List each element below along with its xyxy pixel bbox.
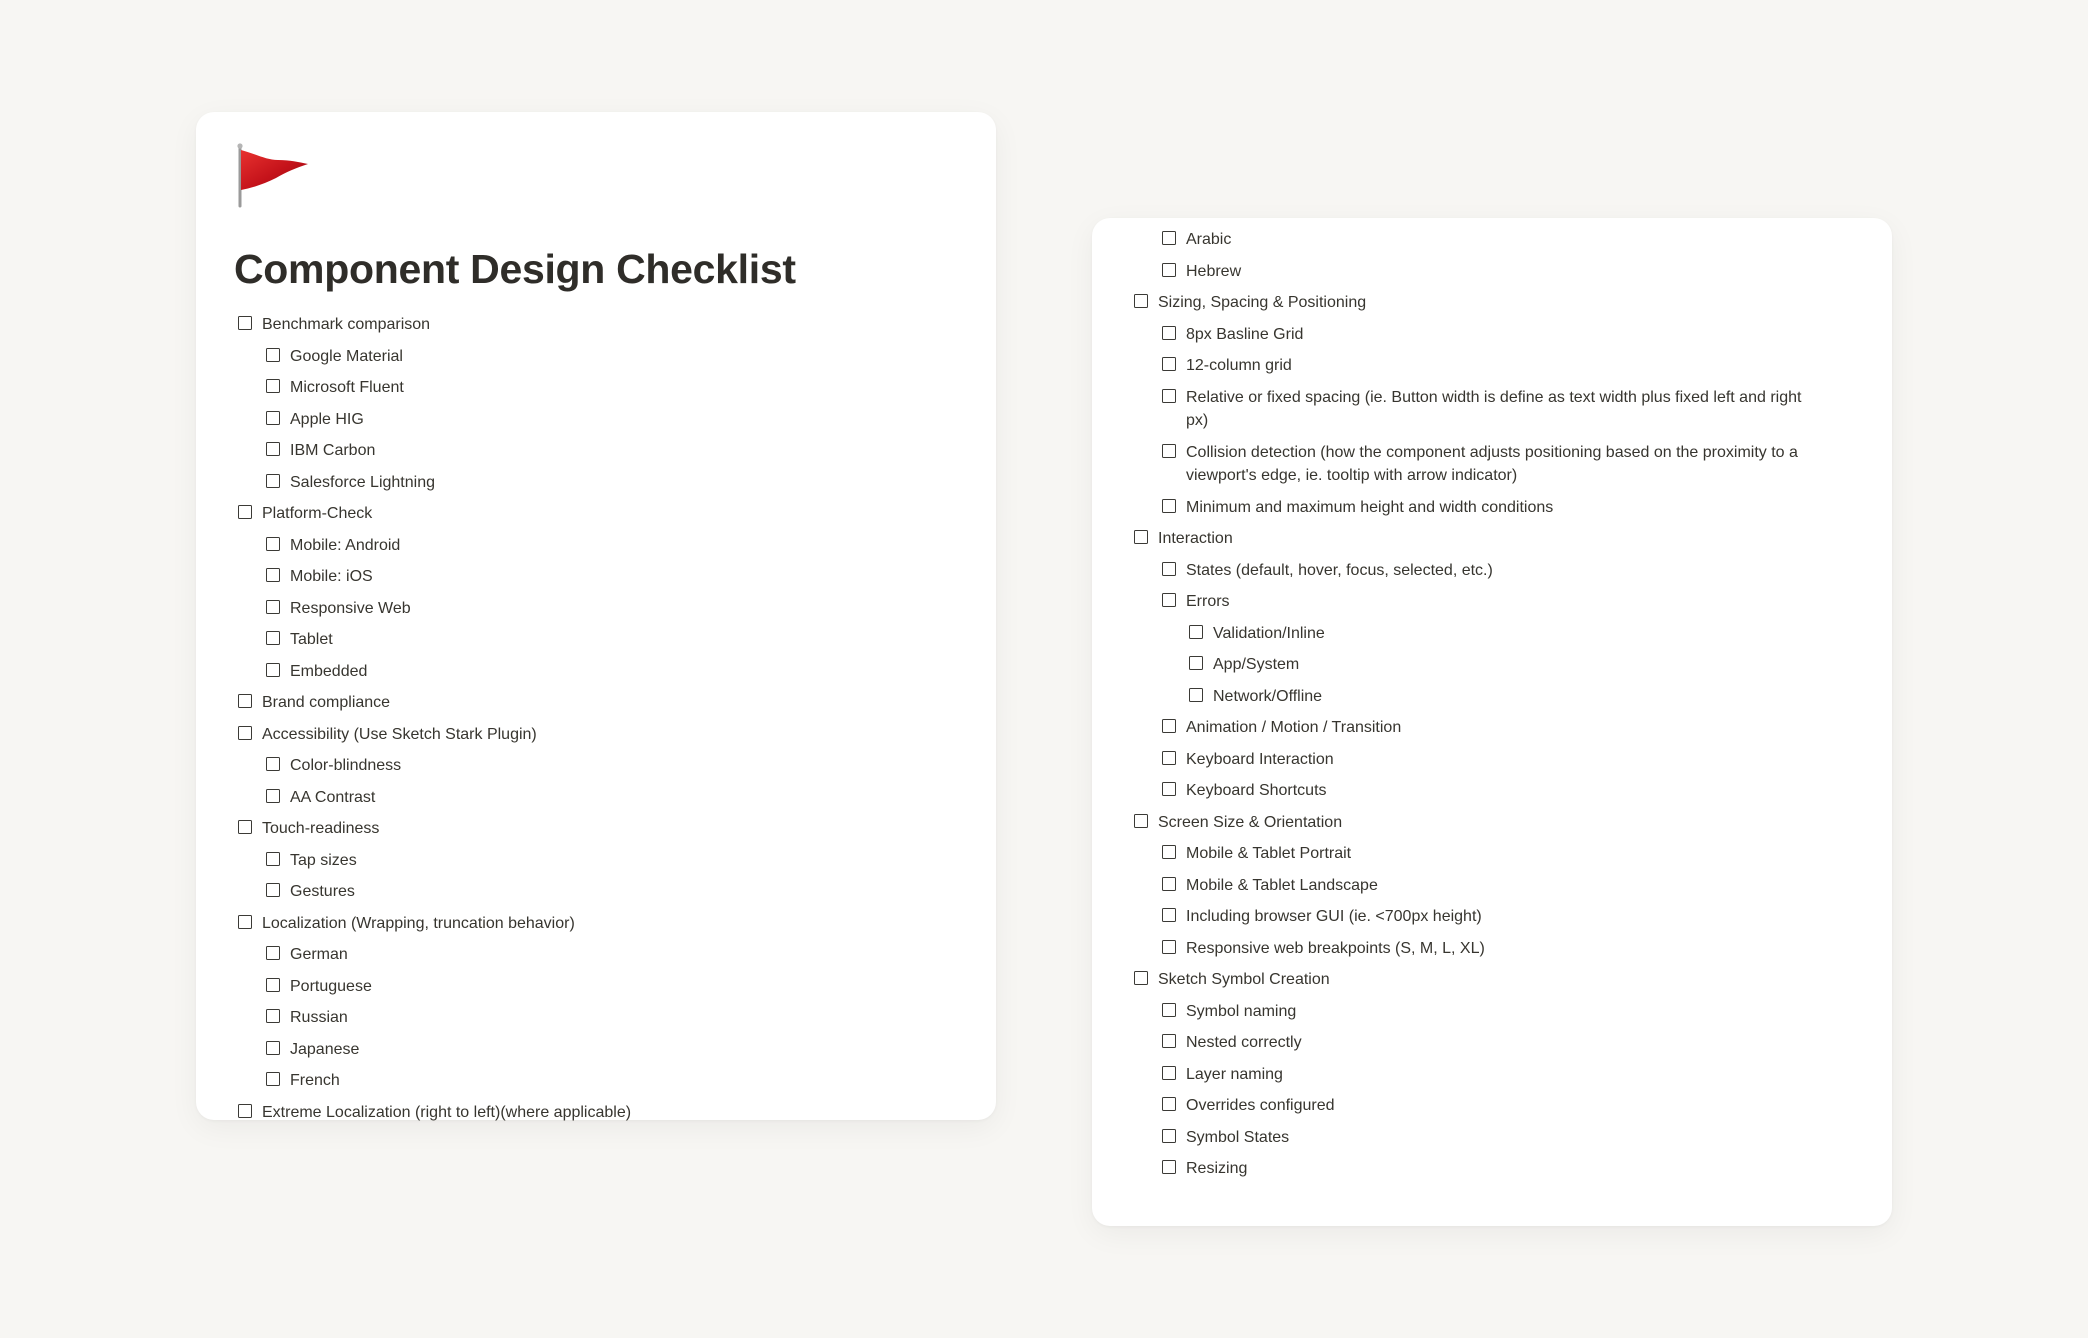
checkbox[interactable] <box>238 694 252 708</box>
checkbox[interactable] <box>266 757 280 771</box>
checklist-item <box>1092 555 1892 587</box>
checklist-item <box>1092 901 1892 933</box>
checklist-item-label[interactable]: Color-blindness <box>290 757 402 774</box>
checklist-item <box>1092 224 1892 256</box>
checklist-page-card-right <box>1092 218 1892 1226</box>
checkbox[interactable] <box>266 411 280 425</box>
checklist-item-label[interactable]: Hebrew <box>1186 262 1242 280</box>
checklist-item <box>196 908 996 940</box>
checklist-item-label[interactable]: Errors <box>1186 593 1230 610</box>
checklist-left <box>196 309 996 1128</box>
checklist-item <box>196 1034 996 1066</box>
checklist-item-label[interactable]: AA Contrast <box>290 788 376 806</box>
checklist-item-label[interactable]: Microsoft Fluent <box>290 379 404 396</box>
checkbox[interactable] <box>266 631 280 645</box>
checklist-item-label[interactable]: Mobile: Android <box>290 536 401 554</box>
checklist-item-label[interactable]: Touch-readiness <box>262 820 380 837</box>
checklist-item-label[interactable]: Keyboard Shortcuts <box>1186 782 1327 799</box>
checklist-item-label[interactable]: Benchmark comparison <box>262 316 431 333</box>
checkbox[interactable] <box>1162 1097 1176 1111</box>
checklist-item-label[interactable]: Resizing <box>1186 1160 1248 1177</box>
checklist-item-label[interactable]: Relative or fixed spacing (ie. Button width is define as text width plus fixed left and right px) <box>1186 388 1802 429</box>
checklist-item-label[interactable]: Portuguese <box>290 977 372 995</box>
checklist-item-label[interactable]: Japanese <box>290 1040 360 1058</box>
checklist-item <box>196 719 996 751</box>
checkbox[interactable] <box>266 348 280 362</box>
checklist-item-label[interactable]: Symbol States <box>1186 1128 1290 1146</box>
checklist-item <box>1092 1059 1892 1091</box>
checklist-item <box>1092 492 1892 524</box>
checklist-item-label[interactable]: German <box>290 946 348 963</box>
checklist-item-label[interactable]: Localization (Wrapping, truncation behavior) <box>262 914 575 932</box>
checkbox[interactable] <box>238 316 252 330</box>
checkbox[interactable] <box>266 978 280 992</box>
checklist-item-label[interactable]: Tablet <box>290 631 333 648</box>
checklist-item-label[interactable]: Google Material <box>290 347 403 365</box>
checklist-item <box>196 1097 996 1129</box>
checklist-item <box>1092 807 1892 839</box>
checkbox[interactable] <box>1162 782 1176 796</box>
checklist-item-label[interactable]: IBM Carbon <box>290 442 376 459</box>
checklist-item-label[interactable]: Mobile & Tablet Portrait <box>1186 845 1352 862</box>
checklist-item-label[interactable]: Sketch Symbol Creation <box>1158 971 1330 988</box>
checklist-item <box>1092 649 1892 681</box>
checkbox[interactable] <box>266 379 280 393</box>
checklist-item <box>196 876 996 908</box>
checklist-item <box>1092 618 1892 650</box>
checklist-item-label[interactable]: Apple HIG <box>290 410 364 428</box>
checkbox[interactable] <box>1162 326 1176 340</box>
checklist-item <box>196 530 996 562</box>
checkbox[interactable] <box>1162 908 1176 922</box>
checkbox[interactable] <box>1162 1003 1176 1017</box>
checkbox[interactable] <box>266 789 280 803</box>
checklist-item <box>1092 744 1892 776</box>
checklist-item-label[interactable]: Validation/Inline <box>1213 624 1325 642</box>
checklist-item-label[interactable]: App/System <box>1213 656 1300 673</box>
checkbox[interactable] <box>1162 845 1176 859</box>
red-flag-icon[interactable] <box>236 142 316 212</box>
checklist-right <box>1092 224 1892 1185</box>
checklist-item <box>196 813 996 845</box>
checklist-item-label[interactable]: Responsive web breakpoints (S, M, L, XL) <box>1186 939 1485 957</box>
checklist-item <box>196 498 996 530</box>
checkbox[interactable] <box>266 442 280 456</box>
checkbox[interactable] <box>1162 389 1176 403</box>
checkbox[interactable] <box>266 568 280 582</box>
checklist-item <box>1092 964 1892 996</box>
checklist-item <box>196 624 996 656</box>
checkbox[interactable] <box>238 1104 252 1118</box>
checklist-item-label[interactable]: Accessibility (Use Sketch Stark Plugin) <box>262 725 537 743</box>
checklist-item-label[interactable]: Minimum and maximum height and width conditions <box>1186 498 1554 516</box>
checkbox[interactable] <box>1162 1066 1176 1080</box>
checkbox[interactable] <box>266 537 280 551</box>
checklist-item-label[interactable]: Salesforce Lightning <box>290 473 435 491</box>
checklist-item <box>1092 319 1892 351</box>
checklist-item <box>1092 1027 1892 1059</box>
checklist-item-label[interactable]: Nested correctly <box>1186 1034 1302 1051</box>
checklist-item-label[interactable]: Symbol naming <box>1186 1002 1297 1020</box>
checklist-item <box>196 435 996 467</box>
checklist-item-label[interactable]: Brand compliance <box>262 694 391 711</box>
checkbox[interactable] <box>1162 751 1176 765</box>
checklist-item-label[interactable]: Russian <box>290 1009 348 1026</box>
checklist-item-label[interactable]: Network/Offline <box>1213 687 1323 705</box>
checklist-item <box>196 1065 996 1097</box>
checklist-item <box>196 467 996 499</box>
checkbox[interactable] <box>238 915 252 929</box>
checklist-item <box>196 687 996 719</box>
checkbox[interactable] <box>1162 1129 1176 1143</box>
checkbox[interactable] <box>266 1072 280 1086</box>
page-title: Component Design Checklist <box>234 246 796 292</box>
checkbox[interactable] <box>266 600 280 614</box>
checkbox[interactable] <box>1134 971 1148 985</box>
checklist-item <box>196 561 996 593</box>
checklist-item-label[interactable]: Gestures <box>290 883 355 900</box>
checklist-item <box>1092 287 1892 319</box>
checklist-item <box>1092 1122 1892 1154</box>
checklist-item <box>1092 681 1892 713</box>
checklist-page-card-left <box>196 112 996 1120</box>
checklist-item <box>196 782 996 814</box>
checklist-item <box>1092 350 1892 382</box>
checkbox[interactable] <box>266 474 280 488</box>
checklist-item <box>1092 586 1892 618</box>
checkbox[interactable] <box>266 663 280 677</box>
checklist-item <box>1092 256 1892 288</box>
checklist-item-label[interactable]: 8px Basline Grid <box>1186 325 1304 343</box>
checklist-item <box>196 1002 996 1034</box>
checklist-item-label[interactable]: Embedded <box>290 662 368 680</box>
checkbox[interactable] <box>238 726 252 740</box>
checklist-item <box>1092 523 1892 555</box>
checklist-item <box>196 939 996 971</box>
checklist-item <box>1092 933 1892 965</box>
checkbox[interactable] <box>1162 1034 1176 1048</box>
checklist-item <box>1092 712 1892 744</box>
checklist-item <box>1092 382 1892 437</box>
checklist-item-label[interactable]: Animation / Motion / Transition <box>1186 719 1402 736</box>
checklist-item <box>196 845 996 877</box>
checklist-item-label[interactable]: 12-column grid <box>1186 357 1292 374</box>
checklist-item-label[interactable]: Mobile & Tablet Landscape <box>1186 876 1378 894</box>
checklist-item <box>1092 870 1892 902</box>
checkbox[interactable] <box>1162 499 1176 513</box>
checkbox[interactable] <box>1162 231 1176 245</box>
checklist-item-label[interactable]: Arabic <box>1186 231 1232 248</box>
checkbox[interactable] <box>1162 940 1176 954</box>
checklist-item-label[interactable]: Collision detection (how the component adjusts positioning based on the proximity to a viewport's edge, ie. tooltip with arrow indicator) <box>1186 443 1798 484</box>
checklist-item-label[interactable]: Overrides configured <box>1186 1097 1335 1114</box>
checklist-item-label[interactable]: States (default, hover, focus, selected, etc.) <box>1186 561 1493 579</box>
checkbox[interactable] <box>1162 444 1176 458</box>
checkbox[interactable] <box>238 505 252 519</box>
checkbox[interactable] <box>1134 814 1148 828</box>
checklist-item <box>196 372 996 404</box>
checklist-item <box>1092 996 1892 1028</box>
checklist-item <box>1092 437 1892 492</box>
checklist-item <box>196 341 996 373</box>
checkbox[interactable] <box>266 1009 280 1023</box>
checkbox[interactable] <box>1162 593 1176 607</box>
checklist-item-label[interactable]: Including browser GUI (ie. <700px height) <box>1186 908 1482 925</box>
checklist-item-label[interactable]: French <box>290 1072 340 1089</box>
checkbox[interactable] <box>1189 688 1203 702</box>
checkbox[interactable] <box>1162 562 1176 576</box>
checklist-item-label[interactable]: Sizing, Spacing & Positioning <box>1158 294 1367 311</box>
checklist-item <box>1092 775 1892 807</box>
checklist-item-label[interactable]: Keyboard Interaction <box>1186 750 1334 768</box>
checkbox[interactable] <box>1162 877 1176 891</box>
checklist-item <box>196 971 996 1003</box>
checklist-item <box>1092 1153 1892 1185</box>
checkbox[interactable] <box>1162 357 1176 371</box>
checklist-item <box>1092 838 1892 870</box>
checkbox[interactable] <box>1134 530 1148 544</box>
checklist-item <box>196 656 996 688</box>
checkbox[interactable] <box>238 820 252 834</box>
checkbox[interactable] <box>1162 719 1176 733</box>
checkbox[interactable] <box>266 883 280 897</box>
checkbox[interactable] <box>1189 656 1203 670</box>
checkbox[interactable] <box>1162 263 1176 277</box>
checklist-item-label[interactable]: Screen Size & Orientation <box>1158 813 1343 831</box>
checklist-item-label[interactable]: Tap sizes <box>290 851 357 869</box>
checklist-item <box>196 593 996 625</box>
checkbox[interactable] <box>266 852 280 866</box>
checklist-item <box>196 750 996 782</box>
checklist-item <box>1092 1090 1892 1122</box>
checklist-item-label[interactable]: Platform-Check <box>262 505 373 522</box>
checkbox[interactable] <box>1162 1160 1176 1174</box>
checkbox[interactable] <box>266 946 280 960</box>
checklist-item-label[interactable]: Extreme Localization (right to left)(where applicable) <box>262 1103 632 1121</box>
checklist-item-label[interactable]: Mobile: iOS <box>290 568 373 585</box>
checkbox[interactable] <box>1189 625 1203 639</box>
checkbox[interactable] <box>266 1041 280 1055</box>
checklist-item <box>196 309 996 341</box>
checklist-item-label[interactable]: Interaction <box>1158 530 1233 547</box>
checklist-item <box>196 404 996 436</box>
checklist-item-label[interactable]: Layer naming <box>1186 1065 1283 1083</box>
checkbox[interactable] <box>1134 294 1148 308</box>
checklist-item-label[interactable]: Responsive Web <box>290 599 411 617</box>
